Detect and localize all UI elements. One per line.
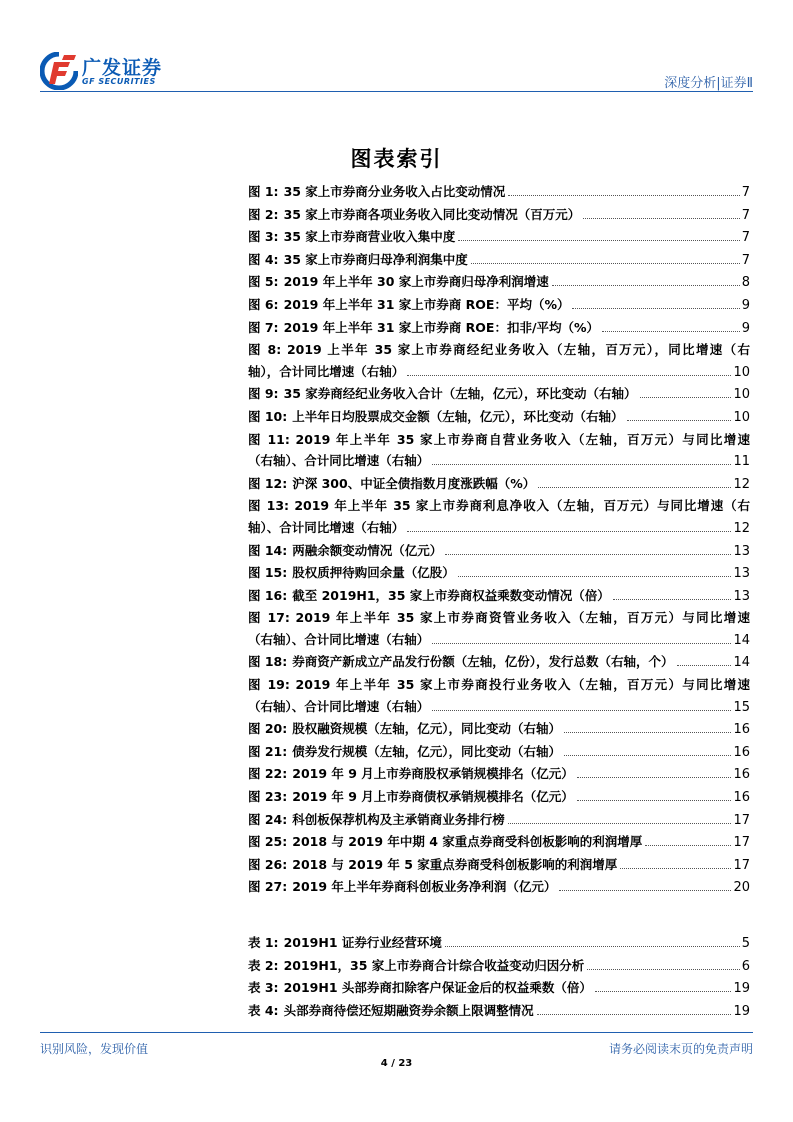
toc-entry-label: 图 26: bbox=[248, 856, 288, 872]
toc-entry-title: （右轴）、合计同比增速（右轴） bbox=[248, 453, 430, 469]
toc-entry-label: 表 3: bbox=[248, 980, 279, 996]
toc-entry-label: 表 2: bbox=[248, 957, 279, 973]
figure-index-entry[interactable] bbox=[248, 181, 750, 204]
toc-entry-label: 图 19: bbox=[248, 677, 290, 693]
toc-entry-page: 6 bbox=[741, 958, 750, 974]
toc-entry-label: 图 9: bbox=[248, 386, 279, 402]
toc-entry-label: 图 23: bbox=[248, 789, 288, 805]
gf-logo-icon bbox=[40, 52, 78, 90]
toc-entry-label: 表 4: bbox=[248, 1002, 279, 1018]
toc-entry-page: 5 bbox=[741, 936, 750, 951]
figure-index-entry[interactable] bbox=[248, 317, 750, 340]
figure-index-entry[interactable] bbox=[248, 204, 750, 227]
toc-entry-label: 图 4: bbox=[248, 251, 279, 267]
toc-entry-title: 2018 与 2019 年中期 4 家重点券商受科创板影响的利润增厚 bbox=[292, 834, 643, 850]
toc-entry-page: 20 bbox=[733, 880, 750, 896]
dot-leader bbox=[508, 823, 732, 824]
toc-entry-title: 两融余额变动情况（亿元） bbox=[292, 542, 443, 558]
toc-entry-label: 图 14: bbox=[248, 542, 288, 558]
toc-entry-title: 科创板保荐机构及主承销商业务排行榜 bbox=[292, 811, 505, 827]
figure-index-entry[interactable] bbox=[248, 763, 750, 786]
toc-entry-page: 17 bbox=[733, 857, 750, 873]
toc-entry-title-part1: 2019 上半年 35 家上市券商经纪业务收入（左轴，百万元），同比增速（右 bbox=[286, 342, 750, 358]
toc-entry-label: 图 6: bbox=[248, 296, 279, 312]
figure-index-entry[interactable] bbox=[248, 249, 750, 272]
dot-leader bbox=[677, 665, 732, 666]
dot-leader bbox=[445, 554, 731, 555]
toc-entry-page: 13 bbox=[733, 543, 750, 559]
report-category: 深度分析|证券Ⅱ bbox=[664, 76, 753, 91]
figure-index-entry[interactable] bbox=[248, 294, 750, 317]
toc-entry-label: 图 27: bbox=[248, 879, 288, 895]
dot-leader bbox=[508, 195, 739, 196]
toc-entry-page: 7 bbox=[741, 252, 750, 268]
dot-leader bbox=[627, 420, 732, 421]
toc-entry-title: 35 家上市券商归母净利润集中度 bbox=[283, 251, 468, 267]
toc-entry-page: 7 bbox=[741, 207, 750, 223]
toc-entry-label: 图 25: bbox=[248, 834, 288, 850]
toc-entry-title-part1: 2019 年上半年 35 家上市券商投行业务收入（左轴，百万元）与同比增速 bbox=[295, 677, 751, 693]
toc-entry-page: 15 bbox=[733, 699, 750, 715]
toc-entry-page: 16 bbox=[733, 790, 750, 806]
toc-entry-page: 17 bbox=[733, 835, 750, 851]
dot-leader bbox=[445, 946, 740, 947]
toc-entry-first-line bbox=[248, 607, 750, 629]
toc-entry-label: 图 20: bbox=[248, 721, 288, 737]
dot-leader bbox=[587, 969, 739, 970]
toc-entry-label: 图 16: bbox=[248, 587, 288, 603]
toc-entry-title: 券商资产新成立产品发行份额（左轴，亿份），发行总数（右轴，个） bbox=[292, 654, 674, 670]
toc-entry-label: 图 22: bbox=[248, 766, 288, 782]
toc-entry-title: 2019 年上半年 30 家上市券商归母净利润增速 bbox=[283, 274, 549, 290]
toc-entry-page: 10 bbox=[733, 409, 750, 425]
figure-index-entry[interactable] bbox=[248, 429, 750, 473]
toc-entry-page: 16 bbox=[733, 744, 750, 760]
logo-english-name: GF SECURITIES bbox=[82, 77, 156, 86]
toc-entry-title-part1: 2019 年上半年 35 家上市券商资管业务收入（左轴，百万元）与同比增速 bbox=[295, 610, 751, 626]
dot-leader bbox=[432, 464, 731, 465]
toc-entry-title: （右轴）、合计同比增速（右轴） bbox=[248, 631, 430, 647]
dot-leader bbox=[458, 576, 732, 577]
figure-index-entry[interactable] bbox=[248, 741, 750, 764]
figure-index-entry[interactable] bbox=[248, 339, 750, 383]
dot-leader bbox=[537, 1014, 732, 1015]
footer-disclaimer-note: 请务必阅读末页的免责声明 bbox=[608, 1042, 753, 1056]
figure-index-list bbox=[248, 181, 750, 899]
toc-entry-page: 16 bbox=[733, 767, 750, 783]
toc-entry-label: 图 12: bbox=[248, 475, 288, 491]
table-index-entry[interactable] bbox=[248, 955, 750, 978]
dot-leader bbox=[407, 531, 731, 532]
footer-divider bbox=[40, 1032, 753, 1033]
dot-leader bbox=[577, 800, 732, 801]
toc-entry-title: 头部券商待偿还短期融资券余额上限调整情况 bbox=[283, 1002, 534, 1018]
table-index-entry[interactable] bbox=[248, 1000, 750, 1023]
dot-leader bbox=[564, 732, 731, 733]
toc-entry-label: 图 11: bbox=[248, 431, 290, 447]
dot-leader bbox=[552, 285, 740, 286]
header-divider bbox=[40, 91, 753, 92]
toc-entry-page: 14 bbox=[733, 632, 750, 648]
toc-entry-title: 2019 年 9 月上市券商股权承销规模排名（亿元） bbox=[292, 766, 574, 782]
toc-entry-page: 13 bbox=[733, 566, 750, 582]
table-index-entry[interactable] bbox=[248, 977, 750, 1000]
footer-slogan: 识别风险，发现价值 bbox=[40, 1042, 149, 1056]
toc-entry-page: 17 bbox=[733, 812, 750, 828]
toc-entry-label: 图 3: bbox=[248, 229, 279, 245]
toc-entry-label: 图 5: bbox=[248, 274, 279, 290]
figure-index-entry[interactable] bbox=[248, 406, 750, 429]
dot-leader bbox=[432, 643, 731, 644]
toc-entry-title: 轴）、合计同比增速（右轴） bbox=[248, 519, 405, 535]
toc-entry-title-part1: 2019 年上半年 35 家上市券商自营业务收入（左轴，百万元）与同比增速 bbox=[295, 431, 751, 447]
toc-entry-label: 图 24: bbox=[248, 811, 288, 827]
figure-index-entry[interactable] bbox=[248, 495, 750, 539]
figure-index-entry[interactable] bbox=[248, 809, 750, 832]
toc-entry-label: 图 18: bbox=[248, 654, 288, 670]
figure-index-entry[interactable] bbox=[248, 607, 750, 651]
figure-index-entry[interactable] bbox=[248, 585, 750, 608]
figure-index-entry[interactable] bbox=[248, 786, 750, 809]
figure-index-entry[interactable] bbox=[248, 831, 750, 854]
figure-index-entry[interactable] bbox=[248, 718, 750, 741]
toc-entry-page: 14 bbox=[733, 655, 750, 671]
toc-entry-title: 2018 与 2019 年 5 家重点券商受科创板影响的利润增厚 bbox=[292, 856, 618, 872]
figure-index-entry[interactable] bbox=[248, 562, 750, 585]
gf-securities-logo bbox=[40, 50, 190, 90]
toc-entry-page: 10 bbox=[733, 364, 750, 380]
toc-entry-label: 图 17: bbox=[248, 610, 290, 626]
toc-entry-first-line bbox=[248, 674, 750, 696]
page-header bbox=[40, 50, 753, 92]
toc-entry-label: 图 1: bbox=[248, 184, 279, 199]
dot-leader bbox=[640, 397, 732, 398]
dot-leader bbox=[564, 755, 731, 756]
toc-entry-title: 上半年日均股票成交金额（左轴，亿元），环比变动（右轴） bbox=[292, 408, 624, 424]
toc-entry-page: 9 bbox=[741, 297, 750, 313]
toc-entry-page: 11 bbox=[733, 454, 750, 470]
toc-entry-page: 8 bbox=[741, 275, 750, 291]
toc-entry-page: 7 bbox=[741, 230, 750, 246]
toc-entry-label: 图 8: bbox=[248, 342, 282, 358]
dot-leader bbox=[645, 845, 731, 846]
toc-entry-label: 图 21: bbox=[248, 743, 288, 759]
toc-entry-title: 股权融资规模（左轴，亿元），同比变动（右轴） bbox=[292, 721, 562, 737]
toc-entry-label: 图 7: bbox=[248, 319, 279, 335]
toc-entry-title: 35 家上市券商各项业务收入同比变动情况（百万元） bbox=[283, 206, 581, 222]
toc-entry-page: 10 bbox=[733, 387, 750, 403]
dot-leader bbox=[471, 263, 740, 264]
figure-index-entry[interactable] bbox=[248, 674, 750, 718]
toc-entry-title-part1: 2019 年上半年 35 家上市券商利息净收入（左轴，百万元）与同比增速（右 bbox=[294, 498, 751, 514]
toc-entry-title: 2019H1 头部券商扣除客户保证金后的权益乘数（倍） bbox=[283, 980, 592, 996]
dot-leader bbox=[559, 890, 731, 891]
figure-index-entry[interactable] bbox=[248, 651, 750, 674]
toc-entry-first-line bbox=[248, 495, 750, 517]
dot-leader bbox=[432, 710, 731, 711]
toc-entry-title: 轴），合计同比增速（右轴） bbox=[248, 363, 405, 379]
dot-leader bbox=[583, 218, 739, 219]
toc-entry-title: 35 家券商经纪业务收入合计（左轴，亿元），环比变动（右轴） bbox=[283, 386, 637, 402]
toc-entry-page: 7 bbox=[741, 185, 750, 200]
dot-leader bbox=[595, 991, 732, 992]
toc-entry-label: 表 1: bbox=[248, 935, 279, 950]
toc-entry-title: 2019H1，35 家上市券商合计综合收益变动归因分析 bbox=[283, 957, 585, 973]
toc-entry-page: 12 bbox=[733, 520, 750, 536]
toc-entry-title: 股权质押待购回余量（亿股） bbox=[292, 565, 455, 581]
toc-entry-page: 16 bbox=[733, 722, 750, 738]
figure-index-entry[interactable] bbox=[248, 876, 750, 899]
logo-chinese-name: 广发证券 bbox=[82, 57, 163, 79]
figure-index-entry[interactable] bbox=[248, 226, 750, 249]
toc-entry-first-line bbox=[248, 429, 750, 451]
dot-leader bbox=[458, 240, 739, 241]
toc-entry-page: 12 bbox=[733, 476, 750, 492]
toc-entry-title: 截至 2019H1，35 家上市券商权益乘数变动情况（倍） bbox=[292, 587, 610, 603]
toc-entry-page: 19 bbox=[733, 981, 750, 997]
toc-entry-title: （右轴）、合计同比增速（右轴） bbox=[248, 698, 430, 714]
toc-entry-title: 2019 年上半年券商科创板业务净利润（亿元） bbox=[292, 879, 557, 895]
figure-index-entry[interactable] bbox=[248, 383, 750, 406]
page-number: 4 / 23 bbox=[380, 1058, 413, 1069]
page-title: 图表索引 bbox=[350, 147, 443, 171]
toc-entry-page: 9 bbox=[741, 320, 750, 336]
toc-entry-title: 35 家上市券商分业务收入占比变动情况 bbox=[283, 184, 506, 199]
toc-entry-title: 债券发行规模（左轴，亿元），同比变动（右轴） bbox=[292, 743, 562, 759]
dot-leader bbox=[602, 331, 740, 332]
table-index-entry[interactable] bbox=[248, 932, 750, 955]
toc-entry-first-line bbox=[248, 339, 750, 361]
toc-entry-label: 图 10: bbox=[248, 408, 288, 424]
dot-leader bbox=[572, 308, 739, 309]
toc-entry-label: 图 15: bbox=[248, 565, 288, 581]
figure-index-entry[interactable] bbox=[248, 271, 750, 294]
toc-entry-page: 13 bbox=[733, 588, 750, 604]
toc-entry-title: 2019H1 证券行业经营环境 bbox=[283, 935, 442, 950]
table-index-list bbox=[248, 932, 750, 1022]
toc-entry-title: 2019 年上半年 31 家上市券商 ROE：扣非/平均（%） bbox=[283, 319, 600, 335]
figure-index-entry[interactable] bbox=[248, 854, 750, 877]
toc-entry-title: 2019 年上半年 31 家上市券商 ROE：平均（%） bbox=[283, 296, 570, 312]
toc-entry-page: 19 bbox=[733, 1003, 750, 1019]
dot-leader bbox=[538, 487, 731, 488]
dot-leader bbox=[620, 868, 731, 869]
dot-leader bbox=[613, 599, 732, 600]
figure-index-entry[interactable] bbox=[248, 473, 750, 496]
dot-leader bbox=[577, 777, 732, 778]
toc-entry-label: 图 2: bbox=[248, 206, 279, 222]
toc-entry-title: 沪深 300、中证全债指数月度涨跌幅（%） bbox=[292, 475, 536, 491]
figure-index-entry[interactable] bbox=[248, 540, 750, 563]
toc-entry-title: 2019 年 9 月上市券商债权承销规模排名（亿元） bbox=[292, 789, 574, 805]
toc-entry-label: 图 13: bbox=[248, 498, 290, 514]
dot-leader bbox=[407, 375, 731, 376]
toc-entry-title: 35 家上市券商营业收入集中度 bbox=[283, 229, 456, 245]
